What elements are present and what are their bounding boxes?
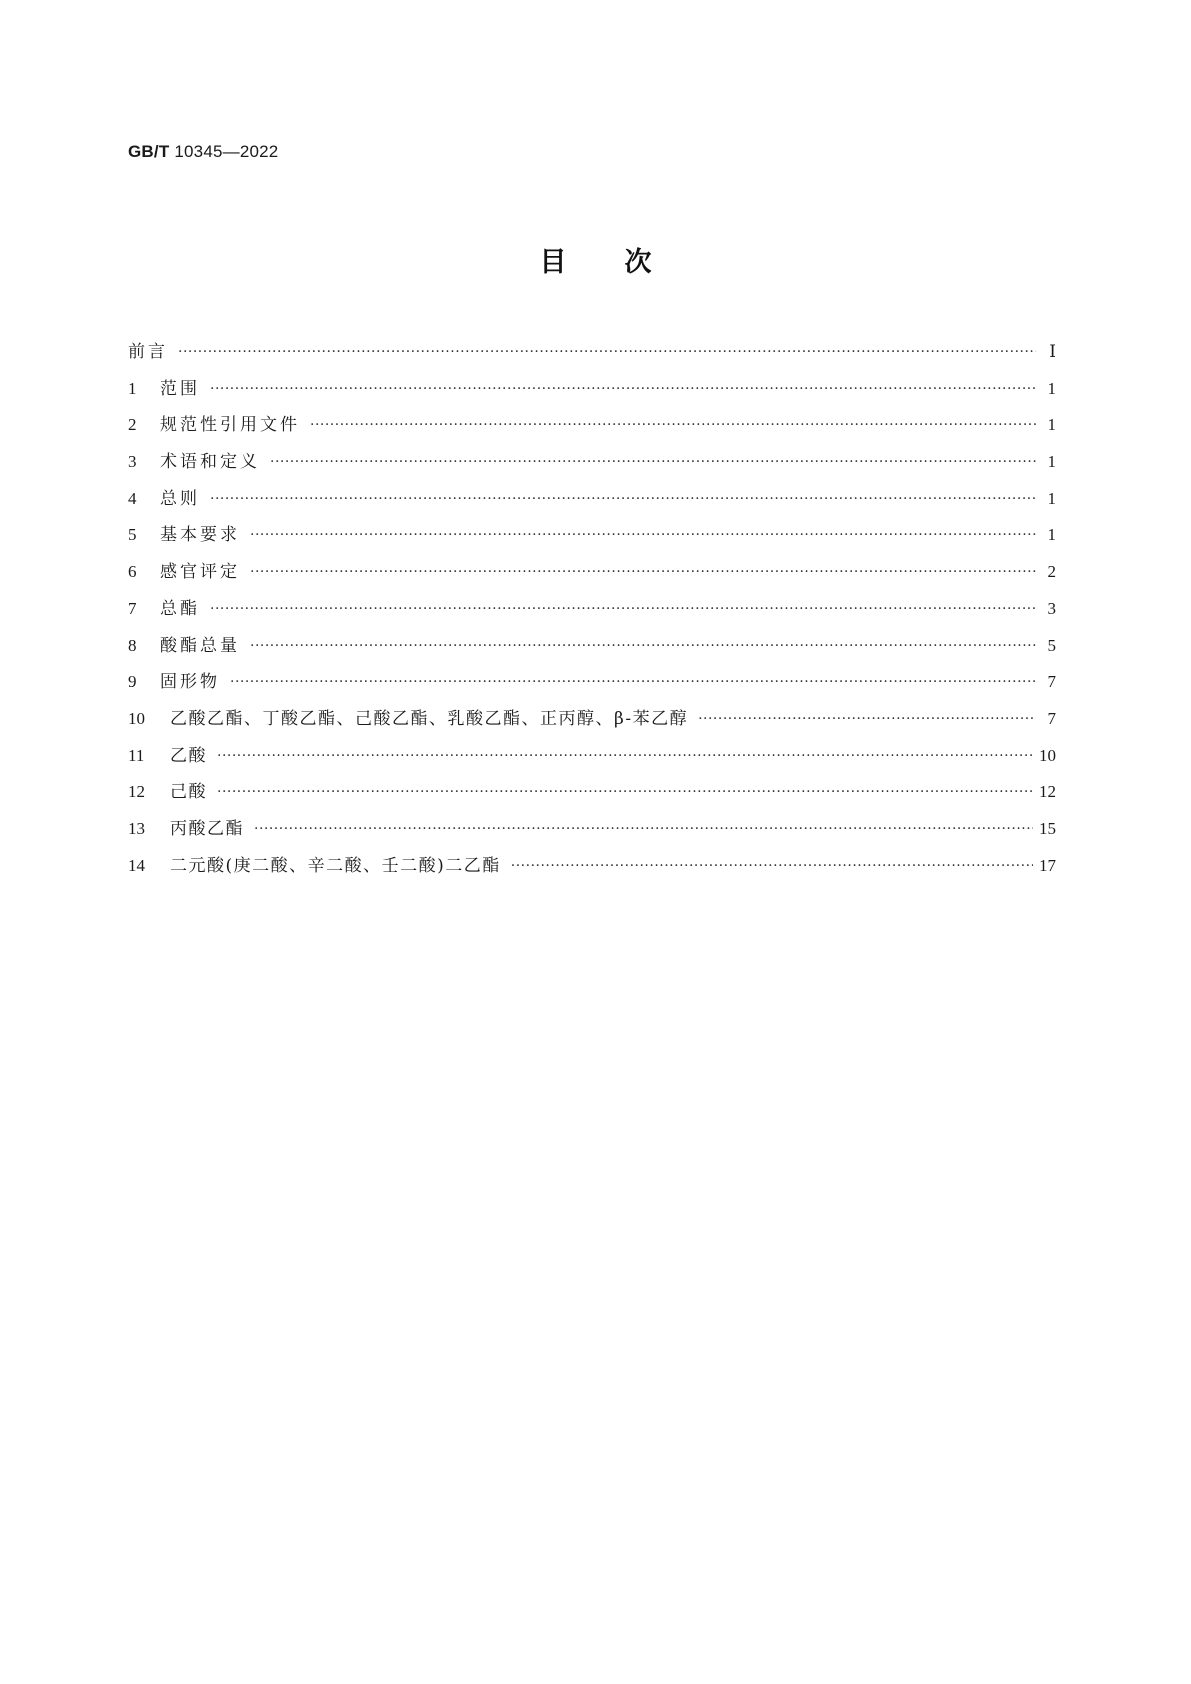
toc-entry-page: 7	[1047, 708, 1056, 728]
toc-leader-dots	[254, 818, 1033, 840]
toc-entry-number: 5	[128, 525, 137, 545]
toc-entry[interactable]	[128, 451, 1056, 488]
toc-entry-number: 1	[128, 378, 137, 398]
table-of-contents	[128, 341, 1056, 891]
toc-entry-page: 3	[1047, 598, 1056, 618]
toc-entry-number: 11	[128, 745, 145, 765]
toc-leader-dots	[250, 561, 1036, 583]
toc-entry-number: 8	[128, 635, 137, 655]
toc-entry-title: 基本要求	[160, 525, 240, 546]
toc-entry-page: 2	[1047, 562, 1056, 582]
toc-entry[interactable]	[128, 341, 1056, 378]
toc-leader-dots	[210, 378, 1036, 400]
toc-entry-number: 4	[128, 488, 137, 508]
toc-entry-page: 1	[1047, 415, 1056, 435]
standard-number: 10345—2022	[174, 142, 279, 161]
toc-entry-page: 1	[1047, 378, 1056, 398]
toc-leader-dots	[250, 635, 1036, 657]
toc-entry-title: 前言	[128, 342, 168, 362]
toc-title-char-2: 次	[624, 247, 652, 278]
toc-entry-title: 酸酯总量	[160, 635, 240, 656]
toc-entry-page: 15	[1039, 818, 1056, 838]
toc-entry-title: 感官评定	[160, 562, 240, 583]
toc-entry-page: 1	[1047, 452, 1056, 472]
toc-entry-number: 13	[128, 818, 145, 838]
toc-entry-number: 12	[128, 782, 145, 802]
toc-entry-number: 14	[128, 855, 145, 875]
toc-entry-title: 规范性引用文件	[160, 415, 300, 436]
toc-entry[interactable]	[128, 818, 1056, 855]
toc-entry-number: 10	[128, 708, 145, 728]
toc-entry-title: 乙酸乙酯、丁酸乙酯、己酸乙酯、乳酸乙酯、正丙醇、β-苯乙醇	[170, 708, 689, 729]
toc-entry-title: 己酸	[170, 782, 207, 803]
toc-leader-dots	[230, 671, 1036, 693]
toc-leader-dots	[310, 414, 1036, 436]
toc-entry[interactable]	[128, 598, 1056, 635]
toc-entry-title: 总则	[160, 488, 200, 509]
toc-entry[interactable]	[128, 671, 1056, 708]
toc-entry-title: 二元酸(庚二酸、辛二酸、壬二酸)二乙酯	[170, 855, 501, 876]
toc-entry[interactable]	[128, 488, 1056, 525]
toc-leader-dots	[178, 341, 1036, 363]
toc-entry[interactable]	[128, 414, 1056, 451]
toc-entry[interactable]	[128, 524, 1056, 561]
toc-entry-page: 7	[1047, 672, 1056, 692]
toc-entry-title: 范围	[160, 378, 200, 399]
toc-entry[interactable]	[128, 855, 1056, 892]
toc-leader-dots	[270, 451, 1036, 473]
toc-entry-page: Ⅰ	[1049, 342, 1056, 361]
toc-entry-title: 乙酸	[170, 745, 207, 766]
toc-leader-dots	[217, 781, 1033, 803]
toc-entry-number: 7	[128, 598, 137, 618]
toc-leader-dots	[210, 598, 1036, 620]
toc-entry[interactable]	[128, 708, 1056, 745]
standard-code	[128, 142, 278, 162]
toc-entry-page: 10	[1039, 745, 1056, 765]
toc-entry-title: 总酯	[160, 598, 200, 619]
toc-leader-dots	[217, 745, 1033, 767]
toc-entry-page: 1	[1047, 525, 1056, 545]
toc-leader-dots	[511, 855, 1033, 877]
toc-entry-page: 1	[1047, 488, 1056, 508]
toc-entry-page: 5	[1047, 635, 1056, 655]
toc-entry-page: 17	[1039, 855, 1056, 875]
toc-title-char-1: 目	[539, 247, 567, 278]
standard-prefix: GB/T	[128, 142, 170, 161]
toc-entry[interactable]	[128, 378, 1056, 415]
toc-leader-dots	[210, 488, 1036, 510]
toc-leader-dots	[698, 708, 1036, 730]
toc-entry-title: 术语和定义	[160, 452, 260, 473]
toc-entry[interactable]	[128, 635, 1056, 672]
toc-entry[interactable]	[128, 561, 1056, 598]
toc-entry-page: 12	[1039, 782, 1056, 802]
toc-entry-title: 固形物	[160, 672, 220, 693]
toc-leader-dots	[250, 524, 1036, 546]
toc-entry[interactable]	[128, 781, 1056, 818]
toc-entry-number: 6	[128, 562, 137, 582]
toc-entry-number: 2	[128, 415, 137, 435]
toc-entry-number: 9	[128, 672, 137, 692]
toc-entry-number: 3	[128, 452, 137, 472]
toc-entry-title: 丙酸乙酯	[170, 818, 244, 839]
toc-entry[interactable]	[128, 745, 1056, 782]
toc-title	[0, 246, 1191, 280]
